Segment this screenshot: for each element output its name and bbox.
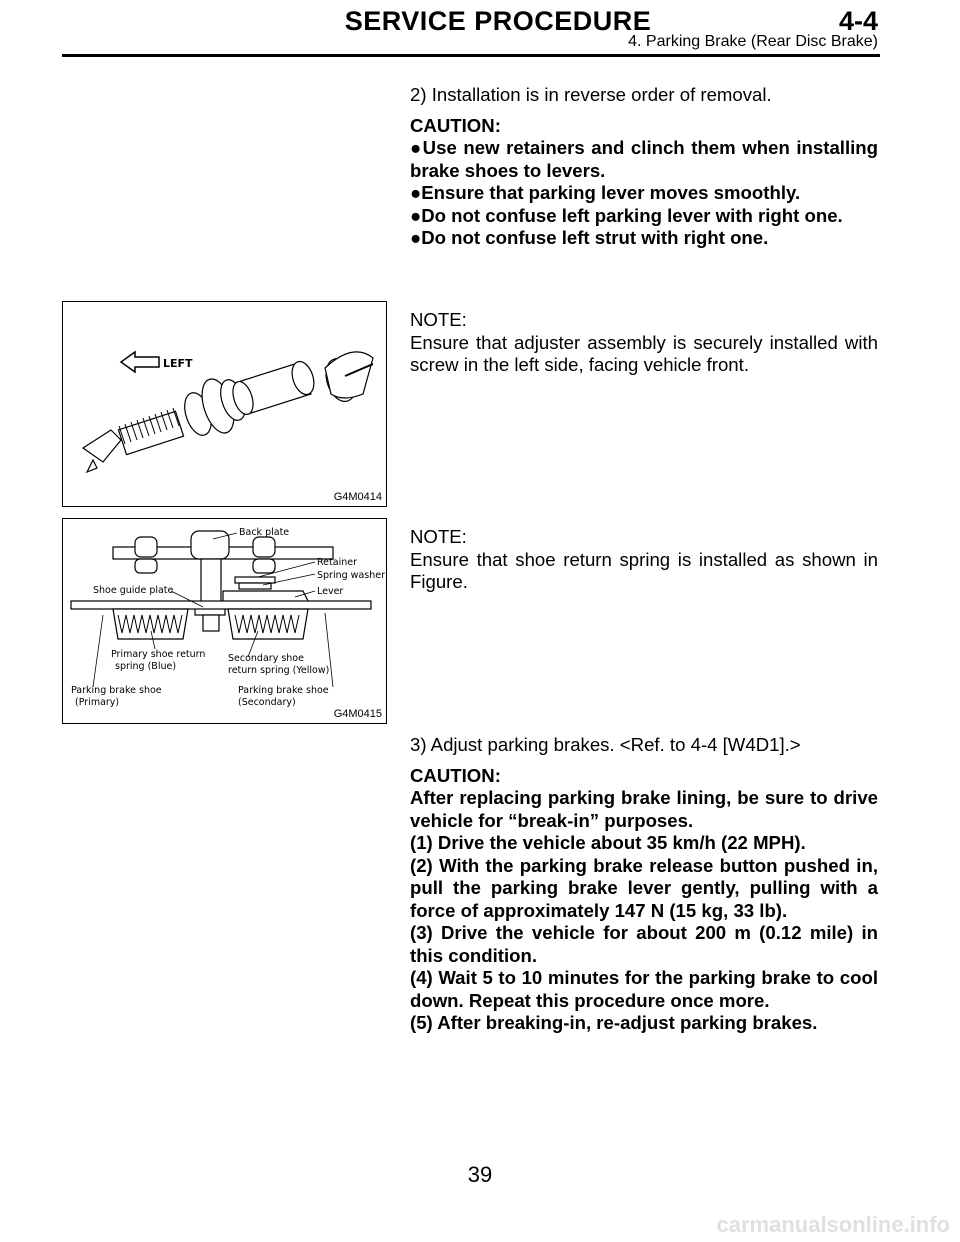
bullet-icon: ● [410,182,422,203]
bullet-icon: ● [410,137,423,158]
center-pin [195,559,225,631]
label-spring-washer: Spring washer [317,570,385,581]
break-in-step: (5) After breaking-in, re-adjust parking brakes. [410,1012,818,1033]
adjuster-sleeve [229,359,318,417]
watermark: carmanualsonline.info [716,1212,950,1237]
label-secondary-spring: return spring (Yellow) [228,665,330,676]
note-text: Ensure that adjuster assembly is securely installed with screw in the left side, facing vehicle front. [410,331,878,375]
break-in-step: (1) Drive the vehicle about 35 km/h (22 MPH). [410,832,806,853]
figure-id: G4M0414 [333,491,382,503]
caution-bullet: ●Do not confuse left parking lever with right one. [410,204,843,226]
step-3-text: 3) Adjust parking brakes. <Ref. to 4-4 [W4D1].> [410,734,801,755]
left-label: LEFT [163,357,193,370]
header-subtitle: 4. Parking Brake (Rear Disc Brake) [628,33,878,50]
adjuster-screw [83,408,184,472]
step-2-text: 2) Installation is in reverse order of removal. [410,84,772,105]
label-primary-shoe: (Primary) [75,697,120,708]
back-plate [113,531,333,573]
label-retainer: Retainer [317,557,357,568]
label-secondary-shoe: Parking brake shoe [238,685,329,696]
caution-bullet: ●Use new retainers and clinch them when installing brake shoes to levers. [410,137,879,181]
note-text: Ensure that shoe return spring is installed as shown in Figure. [410,548,878,592]
installation-section [410,84,878,250]
break-in-step: (4) Wait 5 to 10 minutes for the parking brake to cool down. Repeat this procedure once more. [410,967,878,1011]
note-heading: NOTE: [410,309,467,330]
shoe-return-spring-illustration [63,519,386,723]
bullet-icon: ● [410,227,422,248]
label-secondary-shoe: (Secondary) [238,697,296,708]
label-back-plate: Back plate [239,527,290,538]
header-divider [62,54,880,57]
label-primary-spring: Primary shoe return [111,649,206,660]
caution-bullet: ●Do not confuse left strut with right one. [410,227,769,248]
header-title: SERVICE PROCEDURE [344,6,652,36]
caution-bullet: ●Ensure that parking lever moves smoothly. [410,182,801,203]
label-primary-spring: spring (Blue) [115,661,177,672]
lever-assembly [223,577,309,603]
bullet-icon: ● [410,204,422,226]
break-in-step: (2) With the parking brake release button pushed in, pull the parking brake lever gently, pulling with a force of approximately 147 N (15 kg, 33 lb). [410,854,878,921]
page-number: 39 [467,1162,493,1187]
label-secondary-spring: Secondary shoe [228,653,304,664]
break-in-step: (3) Drive the vehicle for about 200 m (0.12 mile) in this condition. [410,922,878,966]
figure2-note [410,526,878,594]
label-primary-shoe: Parking brake shoe [71,685,162,696]
note-heading: NOTE: [410,526,467,547]
caution-heading: CAUTION: [410,114,501,136]
caution-heading: CAUTION: [410,764,501,786]
figure-adjuster-assembly [62,301,387,507]
adjuster-assembly-illustration [63,302,386,506]
figure1-note [410,309,878,377]
adjuster-socket [321,352,373,405]
label-shoe-guide-plate: Shoe guide plate [93,585,174,596]
caution-text: After replacing parking brake lining, be sure to drive vehicle for “break-in” purposes. [410,787,878,831]
adjustment-section [410,734,878,1035]
header-section-code: 4-4 [838,6,878,36]
figure-id: G4M0415 [333,708,382,720]
left-arrow-icon [121,352,159,372]
figure-shoe-return-spring [62,518,387,724]
label-lever: Lever [317,586,344,597]
